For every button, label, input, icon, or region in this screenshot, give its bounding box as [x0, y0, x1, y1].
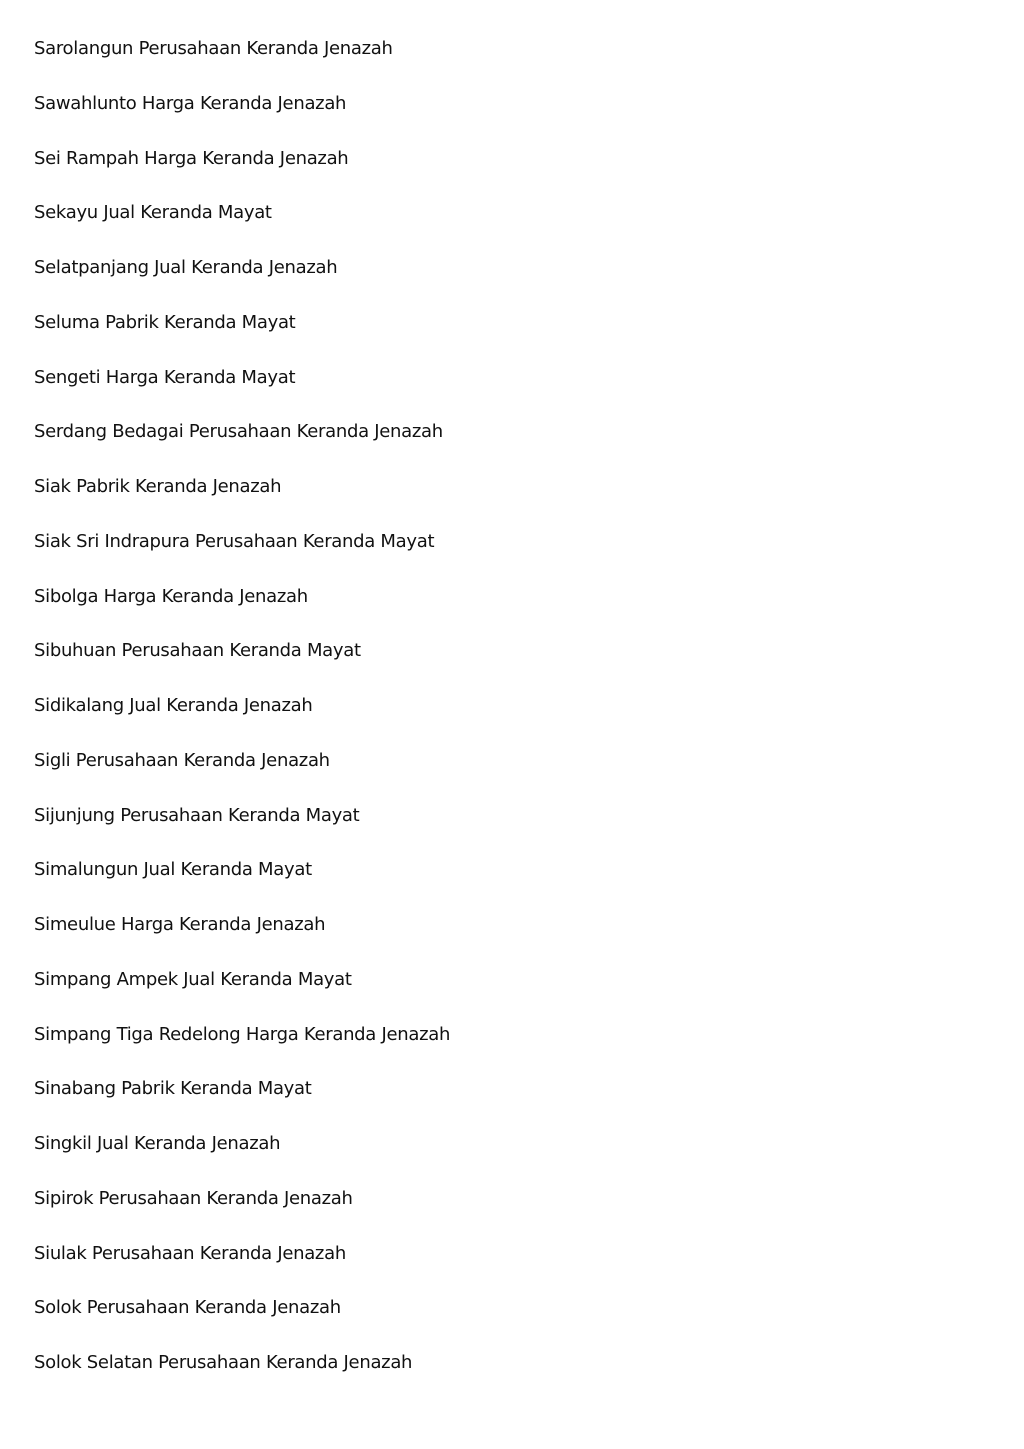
list-item: Serdang Bedagai Perusahaan Keranda Jenazah: [34, 421, 443, 443]
list-item: Sidikalang Jual Keranda Jenazah: [34, 695, 313, 716]
list-item: Seluma Pabrik Keranda Mayat: [34, 311, 296, 333]
list-item: Sawahlunto Harga Keranda Jenazah: [34, 92, 347, 114]
entry-list: [34, 36, 450, 1405]
list-item: Simalungun Jual Keranda Mayat: [34, 859, 312, 881]
list-item: Siak Sri Indrapura Perusahaan Keranda Mayat: [34, 530, 435, 552]
list-item: Sipirok Perusahaan Keranda Jenazah: [34, 1187, 353, 1209]
list-item: Sijunjung Perusahaan Keranda Mayat: [34, 804, 360, 826]
list-item: Siulak Perusahaan Keranda Jenazah: [34, 1242, 346, 1264]
list-item: Solok Perusahaan Keranda Jenazah: [34, 1297, 341, 1319]
list-item: Sibuhuan Perusahaan Keranda Mayat: [34, 640, 361, 662]
list-item: Sigli Perusahaan Keranda Jenazah: [34, 749, 330, 771]
list-item: Solok Selatan Perusahaan Keranda Jenazah: [34, 1352, 413, 1373]
list-item: Sibolga Harga Keranda Jenazah: [34, 585, 308, 607]
list-item: Simeulue Harga Keranda Jenazah: [34, 914, 326, 935]
list-item: Sengeti Harga Keranda Mayat: [34, 366, 296, 388]
list-item: Sarolangun Perusahaan Keranda Jenazah: [34, 38, 393, 59]
list-item: Singkil Jual Keranda Jenazah: [34, 1133, 281, 1154]
list-item: Sinabang Pabrik Keranda Mayat: [34, 1078, 312, 1100]
list-item: Sei Rampah Harga Keranda Jenazah: [34, 147, 349, 169]
list-item: Siak Pabrik Keranda Jenazah: [34, 476, 282, 497]
list-item: Selatpanjang Jual Keranda Jenazah: [34, 257, 338, 278]
list-item: Simpang Tiga Redelong Harga Keranda Jenazah: [34, 1023, 451, 1045]
list-item: Sekayu Jual Keranda Mayat: [34, 202, 272, 224]
list-item: Simpang Ampek Jual Keranda Mayat: [34, 968, 352, 990]
